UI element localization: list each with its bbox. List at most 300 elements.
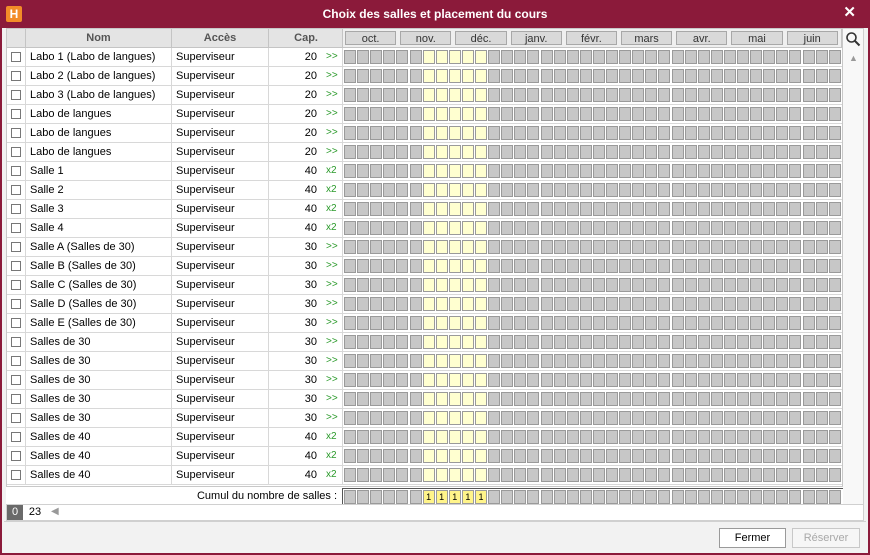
week-cell[interactable] bbox=[763, 373, 775, 387]
table-row[interactable] bbox=[7, 162, 842, 181]
week-cell[interactable] bbox=[606, 430, 618, 444]
week-cell[interactable] bbox=[698, 297, 710, 311]
week-cell-selected[interactable] bbox=[423, 259, 435, 273]
week-cell-selected[interactable] bbox=[436, 164, 448, 178]
week-cell[interactable] bbox=[632, 221, 644, 235]
week-cell[interactable] bbox=[593, 259, 605, 273]
week-cell[interactable] bbox=[803, 468, 815, 482]
week-cell[interactable] bbox=[724, 449, 736, 463]
week-cell-selected[interactable] bbox=[423, 240, 435, 254]
table-row[interactable] bbox=[7, 314, 842, 333]
week-cell[interactable] bbox=[593, 183, 605, 197]
week-cell-selected[interactable] bbox=[462, 107, 474, 121]
week-cell[interactable] bbox=[580, 50, 592, 64]
week-cell[interactable] bbox=[501, 126, 513, 140]
week-cell[interactable] bbox=[816, 297, 828, 311]
week-cell[interactable] bbox=[711, 240, 723, 254]
week-cell[interactable] bbox=[541, 240, 553, 254]
row-checkbox-cell[interactable] bbox=[7, 371, 26, 389]
week-cell[interactable] bbox=[527, 88, 539, 102]
week-cell[interactable] bbox=[554, 145, 566, 159]
week-cell[interactable] bbox=[619, 278, 631, 292]
week-cell[interactable] bbox=[724, 88, 736, 102]
week-cell[interactable] bbox=[658, 126, 670, 140]
week-cell[interactable] bbox=[645, 278, 657, 292]
week-cell[interactable] bbox=[580, 373, 592, 387]
week-cell[interactable] bbox=[606, 69, 618, 83]
room-multiplier[interactable]: >> bbox=[326, 393, 338, 404]
row-checkbox[interactable] bbox=[11, 432, 21, 442]
week-cell[interactable] bbox=[789, 145, 801, 159]
week-cell[interactable] bbox=[593, 373, 605, 387]
row-checkbox[interactable] bbox=[11, 318, 21, 328]
week-cell[interactable] bbox=[501, 145, 513, 159]
week-cell[interactable] bbox=[580, 392, 592, 406]
week-cell[interactable] bbox=[672, 259, 684, 273]
week-cell[interactable] bbox=[344, 297, 356, 311]
room-multiplier[interactable]: >> bbox=[326, 336, 338, 347]
week-cell[interactable] bbox=[685, 88, 697, 102]
week-cell[interactable] bbox=[672, 278, 684, 292]
week-cell[interactable] bbox=[606, 316, 618, 330]
week-cell[interactable] bbox=[501, 392, 513, 406]
week-cell[interactable] bbox=[803, 373, 815, 387]
week-cell[interactable] bbox=[514, 126, 526, 140]
week-cell[interactable] bbox=[514, 297, 526, 311]
week-cell[interactable] bbox=[672, 411, 684, 425]
week-cell[interactable] bbox=[816, 69, 828, 83]
week-cell[interactable] bbox=[685, 183, 697, 197]
week-cell[interactable] bbox=[750, 430, 762, 444]
week-cell[interactable] bbox=[541, 468, 553, 482]
week-cell[interactable] bbox=[803, 202, 815, 216]
week-cell-selected[interactable] bbox=[475, 88, 487, 102]
week-cell[interactable] bbox=[737, 69, 749, 83]
row-checkbox[interactable] bbox=[11, 185, 21, 195]
week-cell[interactable] bbox=[514, 490, 526, 504]
room-multiplier[interactable]: >> bbox=[326, 374, 338, 385]
week-cell[interactable] bbox=[789, 259, 801, 273]
room-multiplier[interactable]: x2 bbox=[326, 165, 337, 176]
row-checkbox[interactable] bbox=[11, 166, 21, 176]
week-cell[interactable] bbox=[737, 107, 749, 121]
week-cell[interactable] bbox=[763, 50, 775, 64]
week-cell-selected[interactable] bbox=[462, 164, 474, 178]
week-cell-selected[interactable]: 1 bbox=[423, 490, 435, 504]
week-cell[interactable] bbox=[658, 335, 670, 349]
week-cell[interactable] bbox=[672, 107, 684, 121]
week-cell[interactable] bbox=[658, 69, 670, 83]
week-cell-selected[interactable] bbox=[462, 430, 474, 444]
week-cell[interactable] bbox=[580, 145, 592, 159]
week-cell[interactable] bbox=[632, 449, 644, 463]
week-cell[interactable] bbox=[344, 88, 356, 102]
week-cell-selected[interactable] bbox=[449, 107, 461, 121]
week-cell[interactable] bbox=[829, 183, 841, 197]
week-cell[interactable] bbox=[593, 430, 605, 444]
week-cell[interactable] bbox=[370, 392, 382, 406]
week-cell[interactable] bbox=[737, 221, 749, 235]
week-cell[interactable] bbox=[554, 202, 566, 216]
week-cell[interactable] bbox=[383, 183, 395, 197]
week-cell[interactable] bbox=[776, 392, 788, 406]
week-cell[interactable] bbox=[357, 316, 369, 330]
week-cell[interactable] bbox=[698, 126, 710, 140]
week-cell[interactable] bbox=[514, 69, 526, 83]
week-cell[interactable] bbox=[750, 50, 762, 64]
week-cell[interactable] bbox=[396, 449, 408, 463]
week-cell[interactable] bbox=[645, 335, 657, 349]
week-cell[interactable] bbox=[658, 411, 670, 425]
week-cell-selected[interactable] bbox=[449, 316, 461, 330]
header-nom[interactable]: Nom bbox=[26, 29, 172, 48]
week-cell[interactable] bbox=[619, 449, 631, 463]
week-cell-selected[interactable] bbox=[436, 449, 448, 463]
week-cell[interactable] bbox=[410, 126, 422, 140]
reserve-button[interactable]: Réserver bbox=[792, 528, 860, 548]
week-cell[interactable] bbox=[554, 468, 566, 482]
week-cell[interactable] bbox=[383, 411, 395, 425]
week-cell[interactable] bbox=[645, 430, 657, 444]
week-cell[interactable] bbox=[357, 126, 369, 140]
week-cell[interactable] bbox=[685, 373, 697, 387]
week-cell-selected[interactable] bbox=[436, 69, 448, 83]
week-cell[interactable] bbox=[789, 449, 801, 463]
week-cell[interactable] bbox=[711, 411, 723, 425]
header-cap[interactable]: Cap. bbox=[269, 29, 343, 48]
week-cell-selected[interactable] bbox=[462, 335, 474, 349]
week-cell-selected[interactable] bbox=[462, 354, 474, 368]
week-cell-selected[interactable] bbox=[436, 278, 448, 292]
week-cell[interactable] bbox=[344, 107, 356, 121]
week-cell[interactable] bbox=[632, 430, 644, 444]
week-cell[interactable] bbox=[383, 449, 395, 463]
row-checkbox-cell[interactable] bbox=[7, 124, 26, 142]
week-cell-selected[interactable] bbox=[436, 221, 448, 235]
week-cell[interactable] bbox=[383, 145, 395, 159]
week-cell[interactable] bbox=[370, 278, 382, 292]
week-cell[interactable] bbox=[344, 202, 356, 216]
week-cell-selected[interactable] bbox=[423, 164, 435, 178]
week-cell[interactable] bbox=[711, 316, 723, 330]
week-cell[interactable] bbox=[776, 490, 788, 504]
week-cell[interactable] bbox=[645, 107, 657, 121]
week-cell[interactable] bbox=[619, 221, 631, 235]
week-cell[interactable] bbox=[829, 164, 841, 178]
week-cell[interactable] bbox=[514, 392, 526, 406]
table-row[interactable] bbox=[7, 105, 842, 124]
week-cell[interactable] bbox=[580, 278, 592, 292]
week-cell[interactable] bbox=[737, 50, 749, 64]
week-cell[interactable] bbox=[763, 297, 775, 311]
week-cell[interactable] bbox=[724, 373, 736, 387]
week-cell-selected[interactable] bbox=[462, 50, 474, 64]
room-multiplier[interactable]: >> bbox=[326, 355, 338, 366]
week-cell[interactable] bbox=[344, 392, 356, 406]
week-cell[interactable] bbox=[685, 411, 697, 425]
week-cell[interactable] bbox=[763, 335, 775, 349]
table-row[interactable] bbox=[7, 466, 842, 485]
week-cell-selected[interactable] bbox=[475, 183, 487, 197]
week-cell-selected[interactable] bbox=[449, 468, 461, 482]
row-checkbox[interactable] bbox=[11, 470, 21, 480]
week-cell[interactable] bbox=[711, 88, 723, 102]
week-cell[interactable] bbox=[344, 335, 356, 349]
week-cell[interactable] bbox=[567, 449, 579, 463]
week-cell[interactable] bbox=[776, 126, 788, 140]
week-cell[interactable] bbox=[672, 373, 684, 387]
row-checkbox-cell[interactable] bbox=[7, 276, 26, 294]
week-cell[interactable] bbox=[711, 490, 723, 504]
week-cell[interactable] bbox=[527, 145, 539, 159]
week-cell[interactable] bbox=[357, 50, 369, 64]
week-cell-selected[interactable] bbox=[449, 259, 461, 273]
week-cell[interactable] bbox=[698, 50, 710, 64]
week-cell[interactable] bbox=[527, 490, 539, 504]
week-cell[interactable] bbox=[567, 316, 579, 330]
week-cell[interactable] bbox=[567, 69, 579, 83]
week-cell[interactable] bbox=[632, 202, 644, 216]
week-cell[interactable] bbox=[580, 202, 592, 216]
week-cell[interactable] bbox=[711, 107, 723, 121]
row-checkbox-cell[interactable] bbox=[7, 447, 26, 465]
week-cell[interactable] bbox=[606, 50, 618, 64]
week-cell[interactable] bbox=[410, 278, 422, 292]
week-cell[interactable] bbox=[750, 145, 762, 159]
week-cell[interactable] bbox=[541, 490, 553, 504]
week-cell[interactable] bbox=[737, 411, 749, 425]
week-cell-selected[interactable] bbox=[462, 202, 474, 216]
week-cell[interactable] bbox=[645, 164, 657, 178]
week-cell[interactable] bbox=[619, 411, 631, 425]
week-cell[interactable] bbox=[619, 297, 631, 311]
week-cell[interactable] bbox=[829, 126, 841, 140]
week-cell[interactable] bbox=[541, 335, 553, 349]
row-checkbox-cell[interactable] bbox=[7, 409, 26, 427]
week-cell[interactable] bbox=[593, 354, 605, 368]
week-cell[interactable] bbox=[580, 411, 592, 425]
table-row[interactable] bbox=[7, 238, 842, 257]
week-cell[interactable] bbox=[370, 107, 382, 121]
week-cell[interactable] bbox=[501, 107, 513, 121]
week-cell[interactable] bbox=[580, 164, 592, 178]
week-cell[interactable] bbox=[816, 50, 828, 64]
week-cell[interactable] bbox=[658, 316, 670, 330]
week-cell[interactable] bbox=[541, 50, 553, 64]
week-cell[interactable] bbox=[632, 107, 644, 121]
week-cell[interactable] bbox=[816, 107, 828, 121]
week-cell[interactable] bbox=[501, 69, 513, 83]
week-cell[interactable] bbox=[410, 88, 422, 102]
week-cell[interactable] bbox=[750, 164, 762, 178]
week-cell[interactable] bbox=[763, 240, 775, 254]
week-cell[interactable] bbox=[789, 354, 801, 368]
week-cell[interactable] bbox=[750, 297, 762, 311]
week-cell[interactable] bbox=[803, 259, 815, 273]
week-cell[interactable] bbox=[593, 107, 605, 121]
close-button[interactable]: Fermer bbox=[719, 528, 786, 548]
week-cell[interactable] bbox=[763, 430, 775, 444]
week-cell-selected[interactable] bbox=[462, 259, 474, 273]
week-cell-selected[interactable] bbox=[475, 126, 487, 140]
week-cell[interactable] bbox=[763, 316, 775, 330]
room-multiplier[interactable]: x2 bbox=[326, 222, 337, 233]
week-cell[interactable] bbox=[501, 316, 513, 330]
week-cell[interactable] bbox=[567, 392, 579, 406]
week-cell[interactable] bbox=[370, 411, 382, 425]
week-cell[interactable] bbox=[750, 449, 762, 463]
week-cell[interactable] bbox=[527, 107, 539, 121]
week-cell[interactable] bbox=[632, 354, 644, 368]
week-cell[interactable] bbox=[606, 145, 618, 159]
week-cell[interactable] bbox=[816, 88, 828, 102]
week-cell[interactable] bbox=[750, 183, 762, 197]
week-cell[interactable] bbox=[672, 50, 684, 64]
table-row[interactable] bbox=[7, 181, 842, 200]
week-cell[interactable] bbox=[567, 164, 579, 178]
week-cell[interactable] bbox=[776, 69, 788, 83]
search-icon[interactable] bbox=[845, 31, 861, 47]
week-cell[interactable] bbox=[593, 335, 605, 349]
week-cell[interactable] bbox=[514, 183, 526, 197]
week-cell[interactable] bbox=[763, 107, 775, 121]
week-cell[interactable] bbox=[488, 297, 500, 311]
week-cell[interactable] bbox=[370, 50, 382, 64]
row-checkbox-cell[interactable] bbox=[7, 238, 26, 256]
week-cell[interactable] bbox=[816, 411, 828, 425]
week-cell-selected[interactable] bbox=[423, 392, 435, 406]
week-cell[interactable] bbox=[789, 164, 801, 178]
week-cell-selected[interactable] bbox=[436, 354, 448, 368]
week-cell[interactable] bbox=[619, 259, 631, 273]
week-cell[interactable] bbox=[554, 430, 566, 444]
room-multiplier[interactable]: >> bbox=[326, 108, 338, 119]
week-cell[interactable] bbox=[410, 202, 422, 216]
week-cell[interactable] bbox=[645, 240, 657, 254]
week-cell[interactable] bbox=[554, 278, 566, 292]
row-checkbox[interactable] bbox=[11, 413, 21, 423]
week-cell[interactable] bbox=[370, 297, 382, 311]
week-cell[interactable] bbox=[580, 316, 592, 330]
week-cell[interactable] bbox=[501, 335, 513, 349]
week-cell[interactable] bbox=[514, 335, 526, 349]
week-cell[interactable] bbox=[763, 259, 775, 273]
week-cell[interactable] bbox=[410, 164, 422, 178]
week-cell[interactable] bbox=[750, 88, 762, 102]
week-cell[interactable] bbox=[632, 145, 644, 159]
week-cell[interactable] bbox=[724, 202, 736, 216]
week-cell[interactable] bbox=[396, 145, 408, 159]
week-cell[interactable] bbox=[724, 392, 736, 406]
week-cell-selected[interactable] bbox=[462, 316, 474, 330]
week-cell[interactable] bbox=[711, 164, 723, 178]
week-cell[interactable] bbox=[567, 240, 579, 254]
week-cell[interactable] bbox=[370, 183, 382, 197]
week-cell[interactable] bbox=[606, 335, 618, 349]
week-cell[interactable] bbox=[580, 88, 592, 102]
week-cell[interactable] bbox=[593, 50, 605, 64]
week-cell[interactable] bbox=[370, 335, 382, 349]
close-icon[interactable]: ✕ bbox=[843, 4, 856, 21]
table-row[interactable] bbox=[7, 409, 842, 428]
week-cell[interactable] bbox=[593, 411, 605, 425]
week-cell[interactable] bbox=[606, 183, 618, 197]
week-cell[interactable] bbox=[370, 449, 382, 463]
week-cell[interactable] bbox=[685, 316, 697, 330]
row-checkbox[interactable] bbox=[11, 204, 21, 214]
week-cell[interactable] bbox=[672, 316, 684, 330]
row-checkbox-cell[interactable] bbox=[7, 162, 26, 180]
week-cell-selected[interactable] bbox=[462, 297, 474, 311]
week-cell-selected[interactable] bbox=[462, 240, 474, 254]
week-cell[interactable] bbox=[685, 354, 697, 368]
week-cell[interactable] bbox=[541, 126, 553, 140]
week-cell[interactable] bbox=[711, 278, 723, 292]
week-cell[interactable] bbox=[698, 107, 710, 121]
week-cell[interactable] bbox=[816, 490, 828, 504]
week-cell-selected[interactable] bbox=[462, 126, 474, 140]
week-cell-selected[interactable] bbox=[423, 126, 435, 140]
room-multiplier[interactable]: >> bbox=[326, 317, 338, 328]
week-cell[interactable] bbox=[645, 316, 657, 330]
week-cell[interactable] bbox=[357, 297, 369, 311]
week-cell[interactable] bbox=[763, 449, 775, 463]
week-cell-selected[interactable] bbox=[449, 411, 461, 425]
week-cell[interactable] bbox=[789, 183, 801, 197]
row-checkbox[interactable] bbox=[11, 375, 21, 385]
week-cell[interactable] bbox=[410, 50, 422, 64]
week-cell[interactable] bbox=[829, 430, 841, 444]
week-cell[interactable] bbox=[632, 126, 644, 140]
week-cell[interactable] bbox=[344, 164, 356, 178]
row-checkbox-cell[interactable] bbox=[7, 257, 26, 275]
week-cell[interactable] bbox=[514, 430, 526, 444]
week-cell[interactable] bbox=[567, 202, 579, 216]
week-cell[interactable] bbox=[410, 335, 422, 349]
week-cell[interactable] bbox=[645, 221, 657, 235]
week-cell[interactable] bbox=[580, 490, 592, 504]
week-cell[interactable] bbox=[750, 259, 762, 273]
week-cell[interactable] bbox=[829, 107, 841, 121]
week-cell[interactable] bbox=[567, 221, 579, 235]
week-cell[interactable] bbox=[541, 164, 553, 178]
week-cell[interactable] bbox=[344, 69, 356, 83]
week-cell-selected[interactable] bbox=[436, 126, 448, 140]
week-cell[interactable] bbox=[829, 259, 841, 273]
row-checkbox[interactable] bbox=[11, 394, 21, 404]
table-row[interactable] bbox=[7, 390, 842, 409]
scroll-up-icon[interactable]: ▲ bbox=[849, 53, 858, 63]
week-cell[interactable] bbox=[488, 411, 500, 425]
week-cell[interactable] bbox=[488, 316, 500, 330]
week-cell[interactable] bbox=[541, 354, 553, 368]
week-cell[interactable] bbox=[737, 183, 749, 197]
row-checkbox[interactable] bbox=[11, 90, 21, 100]
week-cell-selected[interactable] bbox=[423, 221, 435, 235]
week-cell[interactable] bbox=[816, 145, 828, 159]
week-cell[interactable] bbox=[501, 259, 513, 273]
week-cell[interactable] bbox=[776, 411, 788, 425]
week-cell[interactable] bbox=[396, 411, 408, 425]
week-cell[interactable] bbox=[357, 468, 369, 482]
week-cell[interactable] bbox=[737, 490, 749, 504]
row-checkbox-cell[interactable] bbox=[7, 105, 26, 123]
week-cell[interactable] bbox=[488, 449, 500, 463]
week-cell[interactable] bbox=[514, 259, 526, 273]
week-cell-selected[interactable] bbox=[462, 411, 474, 425]
week-cell[interactable] bbox=[501, 240, 513, 254]
week-cell[interactable] bbox=[527, 335, 539, 349]
